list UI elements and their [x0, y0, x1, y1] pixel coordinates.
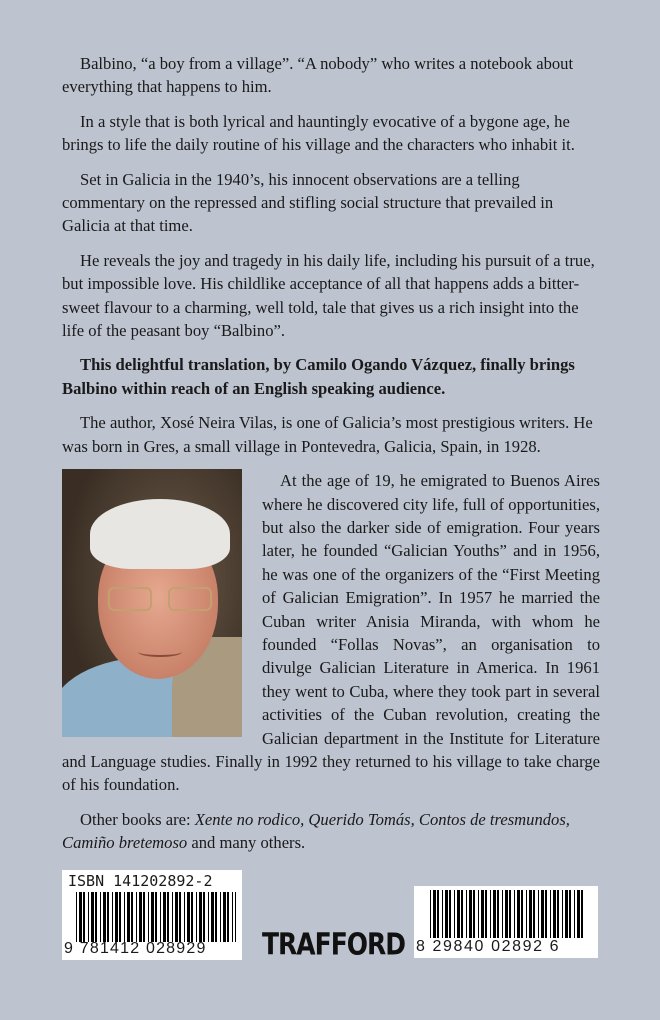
isbn-digits: 9 781412 028929 — [64, 940, 207, 957]
barcode-stripe — [449, 890, 451, 938]
barcode-stripe — [172, 892, 173, 942]
barcode-stripe — [107, 892, 109, 942]
barcode-stripe — [95, 892, 97, 942]
publisher-logo: TRAFFORD — [262, 927, 406, 962]
barcode-stripe — [119, 892, 121, 942]
barcode-stripe — [517, 890, 520, 938]
paragraph-setting: Set in Galicia in the 1940’s, his innocent observations are a telling commentary on the repressed and stifling social structure that prevailed in Galicia at that time. — [62, 169, 554, 236]
barcode-stripe — [454, 890, 455, 938]
isbn-barcode-bars — [76, 892, 236, 942]
barcode-stripe — [227, 892, 229, 942]
barcode-stripe — [545, 890, 547, 938]
barcode-stripe — [148, 892, 149, 942]
barcode-stripe — [208, 892, 209, 942]
barcode-stripe — [139, 892, 142, 942]
barcode-stripe — [235, 892, 236, 942]
barcode-stripe — [442, 890, 443, 938]
barcode-stripe — [112, 892, 113, 942]
upc-barcode-bars — [430, 890, 586, 938]
barcode-stripe — [529, 890, 532, 938]
barcode-stripe — [131, 892, 133, 942]
barcode-stripe — [550, 890, 551, 938]
barcode-stripe — [437, 890, 439, 938]
barcode-stripe — [581, 890, 583, 938]
barcode-stripe — [526, 890, 527, 938]
barcode-stripe — [445, 890, 448, 938]
author-photo — [62, 469, 242, 737]
barcode-stripe — [88, 892, 89, 942]
barcode-stripe — [469, 890, 472, 938]
barcode-stripe — [478, 890, 479, 938]
barcode-stripe — [502, 890, 503, 938]
barcode-stripe — [179, 892, 181, 942]
barcode-stripe — [191, 892, 193, 942]
paragraph-joy: He reveals the joy and tragedy in his daily life, including his pursuit of a true, but impossible love. His childlike acceptance of all that happens adds a bitter-sweet flavour to a charming, well told, tale that gives us a rich insight into the life of the peasant boy “Balbino”. — [62, 250, 595, 341]
barcode-stripe — [457, 890, 460, 938]
barcode-stripe — [232, 892, 233, 942]
barcode-stripe — [124, 892, 125, 942]
barcode-stripe — [184, 892, 185, 942]
barcode-stripe — [493, 890, 496, 938]
barcode-stripe — [151, 892, 154, 942]
barcode-stripe — [521, 890, 523, 938]
barcode-stripe — [100, 892, 101, 942]
barcode-stripe — [433, 890, 436, 938]
isbn-label: ISBN 141202892-2 — [68, 872, 213, 890]
isbn-barcode — [62, 870, 242, 960]
barcode-stripe — [203, 892, 205, 942]
barcode-stripe — [175, 892, 178, 942]
barcode-stripe — [430, 890, 431, 938]
barcode-stripe — [91, 892, 94, 942]
barcode-stripe — [83, 892, 85, 942]
barcode-stripe — [160, 892, 161, 942]
paragraph-author: The author, Xosé Neira Vilas, is one of Galicia’s most prestigious writers. He was born in Gres, a small village in Pontevedra, Galicia, Spain, in 1928. — [62, 413, 593, 456]
barcode-stripe — [533, 890, 535, 938]
barcode-stripe — [577, 890, 580, 938]
barcode-stripe — [127, 892, 130, 942]
barcode-stripe — [497, 890, 499, 938]
barcode-stripe — [481, 890, 484, 938]
barcode-stripe — [490, 890, 491, 938]
barcode-stripe — [136, 892, 137, 942]
barcode-stripe — [565, 890, 568, 938]
barcode-stripe — [163, 892, 166, 942]
barcode-stripe — [167, 892, 169, 942]
barcode-stripe — [538, 890, 539, 938]
barcode-stripe — [220, 892, 221, 942]
paragraph-intro: Balbino, “a boy from a village”. “A nobody” who writes a notebook about everything that happens to him. — [62, 54, 574, 97]
barcode-stripe — [541, 890, 544, 938]
barcode-stripe — [461, 890, 463, 938]
barcode-stripe — [211, 892, 214, 942]
other-books-suffix: and many others. — [187, 833, 306, 853]
barcode-stripe — [553, 890, 556, 938]
barcode-stripe — [187, 892, 190, 942]
barcode-stripe — [557, 890, 559, 938]
barcode-stripe — [574, 890, 575, 938]
upc-digits: 8 29840 02892 6 — [416, 938, 561, 955]
paragraph-biography: At the age of 19, he emigrated to Buenos Aires where he discovered city life, full of opportunities, but also the darker side of emigration. Four years later, he founded “Galician Youths” and in 1956, he was one of the organizers of the “First Meeting of Galician Emigration”. In 1957 he married the Cuban writer Anisia Miranda, with whom he founded “Follas Novas”, an organisation to divulge Galician Literature in America. In 1961 they went to Cuba, where they took part in several activities of the Cuban revolution, creating the Galician department in the Institute for Literature and Language studies. Finally in 1992 they returned to his village to take charge of his foundation. — [62, 471, 600, 795]
barcode-stripe — [196, 892, 197, 942]
barcode-stripe — [76, 892, 77, 942]
barcode-stripe — [143, 892, 145, 942]
barcode-stripe — [223, 892, 226, 942]
barcode-stripe — [473, 890, 475, 938]
paragraph-translation: This delightful translation, by Camilo Ogando Vázquez, finally brings Balbino within reach of an English speaking audience. — [62, 355, 575, 398]
barcode-stripe — [199, 892, 202, 942]
barcode-stripe — [79, 892, 82, 942]
other-books-titles: Xente no rodico, Querido Tomás, Contos de tresmundos, Camiño bretemoso — [62, 809, 570, 853]
barcode-stripe — [485, 890, 487, 938]
paragraph-other-books — [62, 808, 600, 855]
barcode-stripe — [115, 892, 118, 942]
barcode-stripe — [155, 892, 157, 942]
barcode-stripe — [562, 890, 563, 938]
barcode-stripe — [514, 890, 515, 938]
paragraph-style: In a style that is both lyrical and hauntingly evocative of a bygone age, he brings to life the daily routine of his village and the characters who inhabit it. — [62, 111, 575, 155]
barcode-stripe — [569, 890, 571, 938]
back-cover-text — [62, 52, 600, 866]
other-books-prefix: Other books are: — [80, 809, 195, 829]
barcode-stripe — [466, 890, 467, 938]
barcode-stripe — [103, 892, 106, 942]
barcode-stripe — [505, 890, 508, 938]
barcode-stripe — [215, 892, 217, 942]
upc-barcode — [414, 886, 598, 958]
barcode-stripe — [509, 890, 511, 938]
